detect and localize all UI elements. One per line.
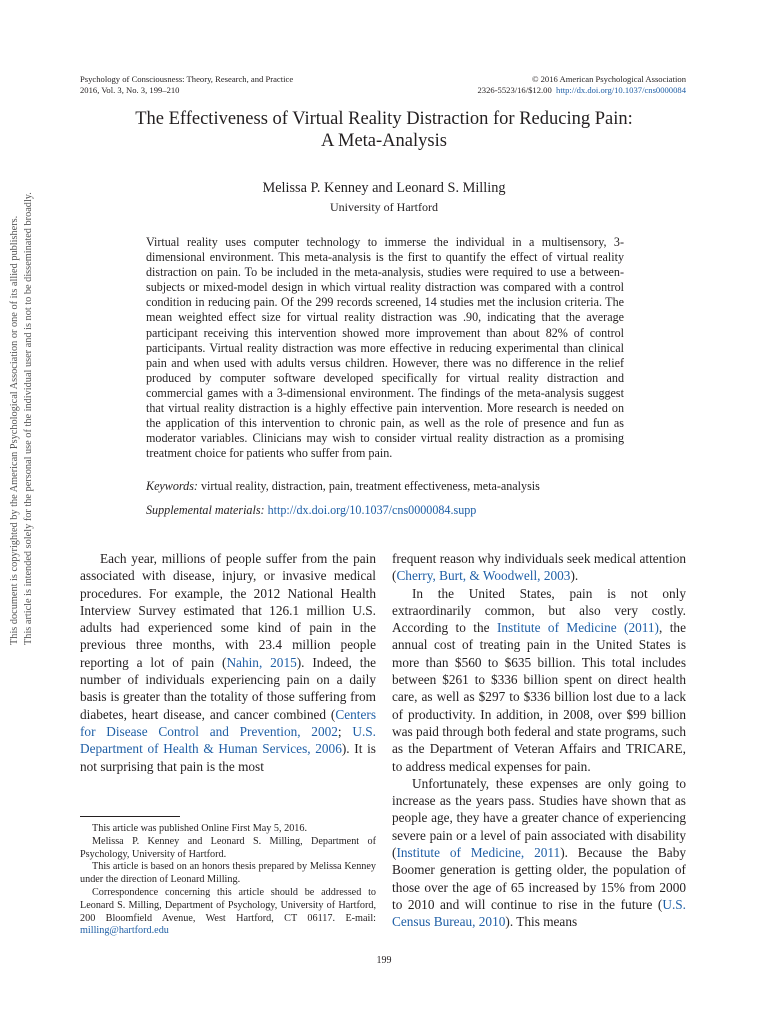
supplemental-label: Supplemental materials: [146, 503, 265, 517]
footnote-correspondence: Correspondence concerning this article should be addressed to Leonard S. Milling, Department of Psychology, University of Hartford, 200 Bloomfield Avenue, West Hartford, CT 06117. E-mail: milling@hartford.edu [80, 886, 376, 937]
copyright-notice [8, 192, 36, 645]
keywords [146, 479, 624, 494]
footnotes [80, 823, 376, 938]
doi-link[interactable]: http://dx.doi.org/10.1037/cns0000084 [556, 84, 686, 95]
footnote-published: This article was published Online First May 5, 2016. [92, 823, 308, 834]
citation-link[interactable]: Institute of Medicine (2011) [496, 620, 659, 636]
keywords-label: Keywords: [146, 479, 198, 493]
body-paragraph: frequent reason why individuals seek medical attention (Cherry, Burt, & Woodwell, 2003). [392, 551, 686, 584]
body-column-left [80, 550, 376, 775]
title-line-1: The Effectiveness of Virtual Reality Distraction for Reducing Pain: [135, 109, 633, 129]
author-list: Melissa P. Kenney and Leonard S. Milling [262, 180, 506, 196]
article-title [70, 108, 698, 152]
footnote-thesis: This article is based on an honors thesis prepared by Melissa Kenney under the direction of Leonard Milling. [80, 861, 376, 886]
running-header-right [478, 74, 687, 95]
keywords-text: virtual reality, distraction, pain, treatment effectiveness, meta-analysis [201, 479, 540, 493]
running-header-left [80, 74, 293, 95]
supplemental-link[interactable]: http://dx.doi.org/10.1037/cns0000084.supp [267, 503, 477, 517]
citation-link[interactable]: Institute of Medicine, 2011 [396, 845, 561, 861]
footnote-divider [80, 816, 180, 817]
citation-link[interactable]: U.S. Census Bureau, 2010 [392, 896, 686, 930]
title-line-2: A Meta-Analysis [321, 131, 447, 151]
body-paragraph: Unfortunately, these expenses are only going to increase as the years pass. Studies have shown that as people age, they have a greater chance of experiencing severe pain or a level of pain associated with disability (Institute of Medicine, 2011). Because the Baby Boomer generation is getting older, the population of those over the age of 65 increased by 15% from 2000 to 2010 and will continue to rise in the future (U.S. Census Bureau, 2010). This means [392, 775, 686, 930]
issn: 2326-5523/16/$12.00 [477, 84, 552, 95]
body-column-right [392, 550, 686, 931]
citation-link[interactable]: Cherry, Burt, & Woodwell, 2003 [396, 568, 571, 584]
author-affiliation: University of Hartford [330, 200, 438, 214]
body-paragraph: In the United States, pain is not only extraordinarily common, but also very costly. According to the Institute of Medicine (2011), the annual cost of treating pain in the United States is more than $560 to $635 billion. This total includes between $261 to $336 billion spent on direct health care, as well as $297 to $336 billion lost due to a lack of productivity. In addition, in 2008, over $99 billion was paid through both federal and state programs, such as the Department of Veteran Affairs and TRICARE, to address medical expenses for pain. [392, 585, 686, 774]
footnote-authors: Melissa P. Kenney and Leonard S. Milling, Department of Psychology, University of Hartford. [80, 835, 376, 860]
supplemental-materials [146, 503, 624, 518]
copyright-line: © 2016 American Psychological Association [531, 74, 686, 84]
copyright-notice-line-2: This article is intended solely for the personal use of the individual user and is not to be disseminated broadly. [23, 192, 34, 645]
email-link[interactable]: milling@hartford.edu [80, 925, 169, 937]
body-paragraph: Each year, millions of people suffer from the pain associated with disease, injury, or invasive medical procedures. For example, the 2012 National Health Interview Survey estimated that 126.1 million U.S. adults had experienced some kind of pain in the previous three months, with 23.4 million people reporting a lot of pain (Nahin, 2015). Indeed, the number of individuals experiencing pain on a daily basis is greater than the totality of those suffering from diabetes, heart disease, and cancer combined (Centers for Disease Control and Prevention, 2002; U.S. Department of Health & Human Services, 2006). It is not surprising that pain is the most [80, 551, 376, 774]
citation-link[interactable]: Centers for Disease Control and Prevention, 2002 [80, 706, 376, 739]
citation-link[interactable]: Nahin, 2015 [226, 654, 297, 670]
page-number: 199 [376, 955, 392, 966]
journal-name: Psychology of Consciousness: Theory, Research, and Practice [80, 74, 294, 84]
citation-link[interactable]: U.S. Department of Health & Human Services, 2006 [80, 723, 376, 757]
journal-volume: 2016, Vol. 3, No. 3, 199–210 [80, 84, 180, 95]
issn-doi-line [478, 85, 687, 96]
abstract: Virtual reality uses computer technology to immerse the individual in a multisensory, 3-dimensional environment. This meta-analysis is the first to quantify the effect of virtual reality distraction on pain. To be included in the meta-analysis, studies were required to use a between-subjects or mixed-model design in which virtual reality distraction was compared with a control condition in reducing pain. Of the 299 records screened, 14 studies met the inclusion criteria. The mean weighted effect size for virtual reality distraction was .90, indicating that the average participant receiving this intervention showed more improvement than about 82% of control participants. Virtual reality distraction was more effective in reducing experimental than clinical pain and when used with adults versus children. However, there was no difference in the relief produced by computer software developed specifically for virtual reality distraction and commercial games with a 3-dimensional environment. The findings of the meta-analysis suggest that virtual reality distraction is a highly effective pain intervention. More research is needed on the application of this intervention to chronic pain, as well as the role of presence and fun as moderator variables. Clinicians may wish to consider virtual reality distraction as a promising treatment choice for patients who suffer from pain. [146, 235, 624, 461]
copyright-notice-line-1: This document is copyrighted by the American Psychological Association or one of its allied publishers. [9, 215, 20, 645]
